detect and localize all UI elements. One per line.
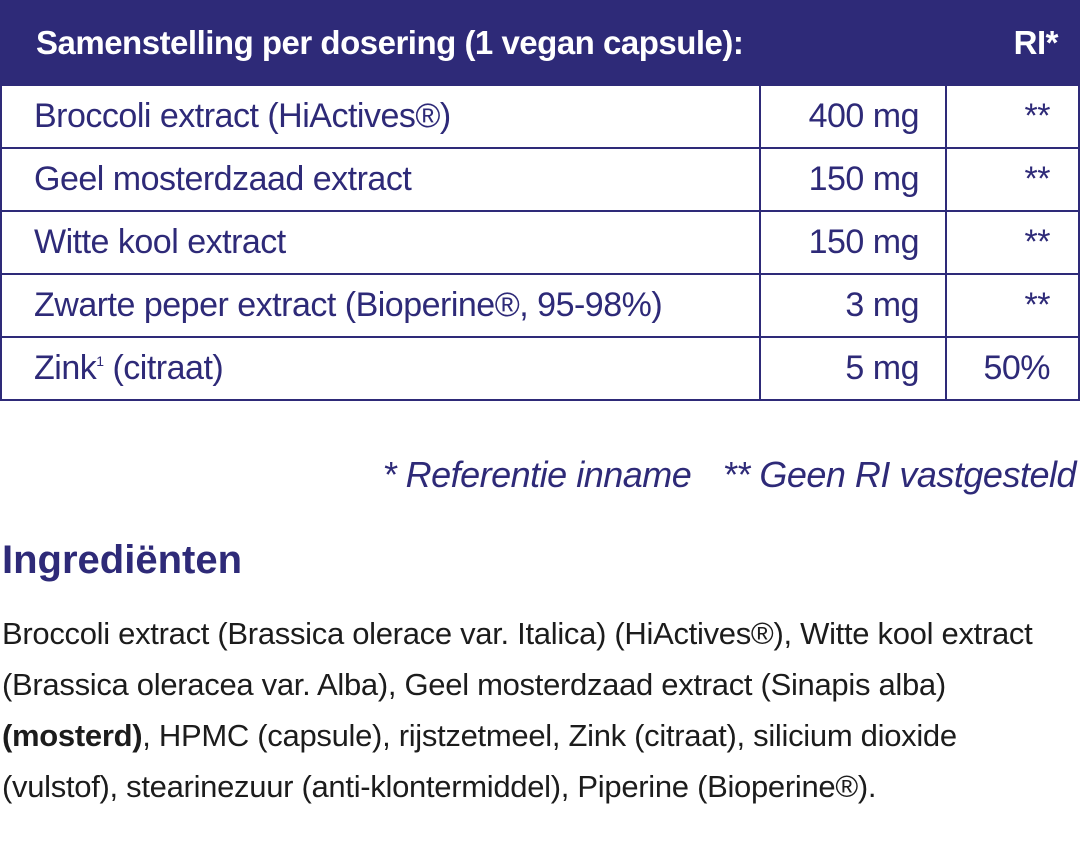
table-row (1, 337, 1079, 400)
ingredient-amount: 400 mg (760, 85, 946, 148)
table-row (1, 211, 1079, 274)
table-header-ri: RI* (946, 1, 1079, 85)
footnote-ri: * Referentie inname (382, 454, 692, 495)
ingredient-name-suffix: (citraat) (103, 349, 224, 387)
table-row (1, 274, 1079, 337)
ingredient-amount: 150 mg (760, 211, 946, 274)
allergen-highlight: (mosterd) (2, 718, 143, 753)
ingredient-ri: ** (946, 85, 1079, 148)
ingredient-amount: 3 mg (760, 274, 946, 337)
ingredient-name: Zwarte peper extract (Bioperine®, 95-98%) (1, 274, 760, 337)
ingredient-ri: ** (946, 148, 1079, 211)
ingredient-amount: 150 mg (760, 148, 946, 211)
ingredient-name: Witte kool extract (1, 211, 760, 274)
ingredient-name-cell (1, 337, 760, 400)
ingredients-text-start: Broccoli extract (Brassica olerace var. Italica) (HiActives®), Witte kool extract (Brassica oleracea var. Alba), Geel mosterdzaad extract (Sinapis alba) (2, 616, 1033, 702)
table-header-label: Samenstelling per dosering (1 vegan capsule): (1, 1, 946, 85)
ingredient-name: Zink (34, 349, 97, 387)
ingredient-name: Broccoli extract (HiActives®) (1, 85, 760, 148)
ingredient-name: Geel mosterdzaad extract (1, 148, 760, 211)
ingredients-text (2, 608, 1062, 812)
footnote-no-ri: ** Geen RI vastgesteld (722, 454, 1076, 495)
table-row (1, 148, 1079, 211)
ingredient-amount: 5 mg (760, 337, 946, 400)
ri-footnote (383, 454, 1076, 496)
ingredients-text-end: , HPMC (capsule), rijstzetmeel, Zink (citraat), silicium dioxide (vulstof), stearinezuur (anti-klontermiddel), Piperine (Bioperine®). (2, 718, 957, 804)
table-row (1, 85, 1079, 148)
ingredient-ri: ** (946, 211, 1079, 274)
table-header-row (1, 1, 1079, 85)
ingredients-title: Ingrediënten (2, 538, 243, 582)
ingredient-ri: 50% (946, 337, 1079, 400)
ingredient-ri: ** (946, 274, 1079, 337)
footnote-marker: 1 (96, 353, 104, 369)
nutrition-table (0, 0, 1080, 401)
